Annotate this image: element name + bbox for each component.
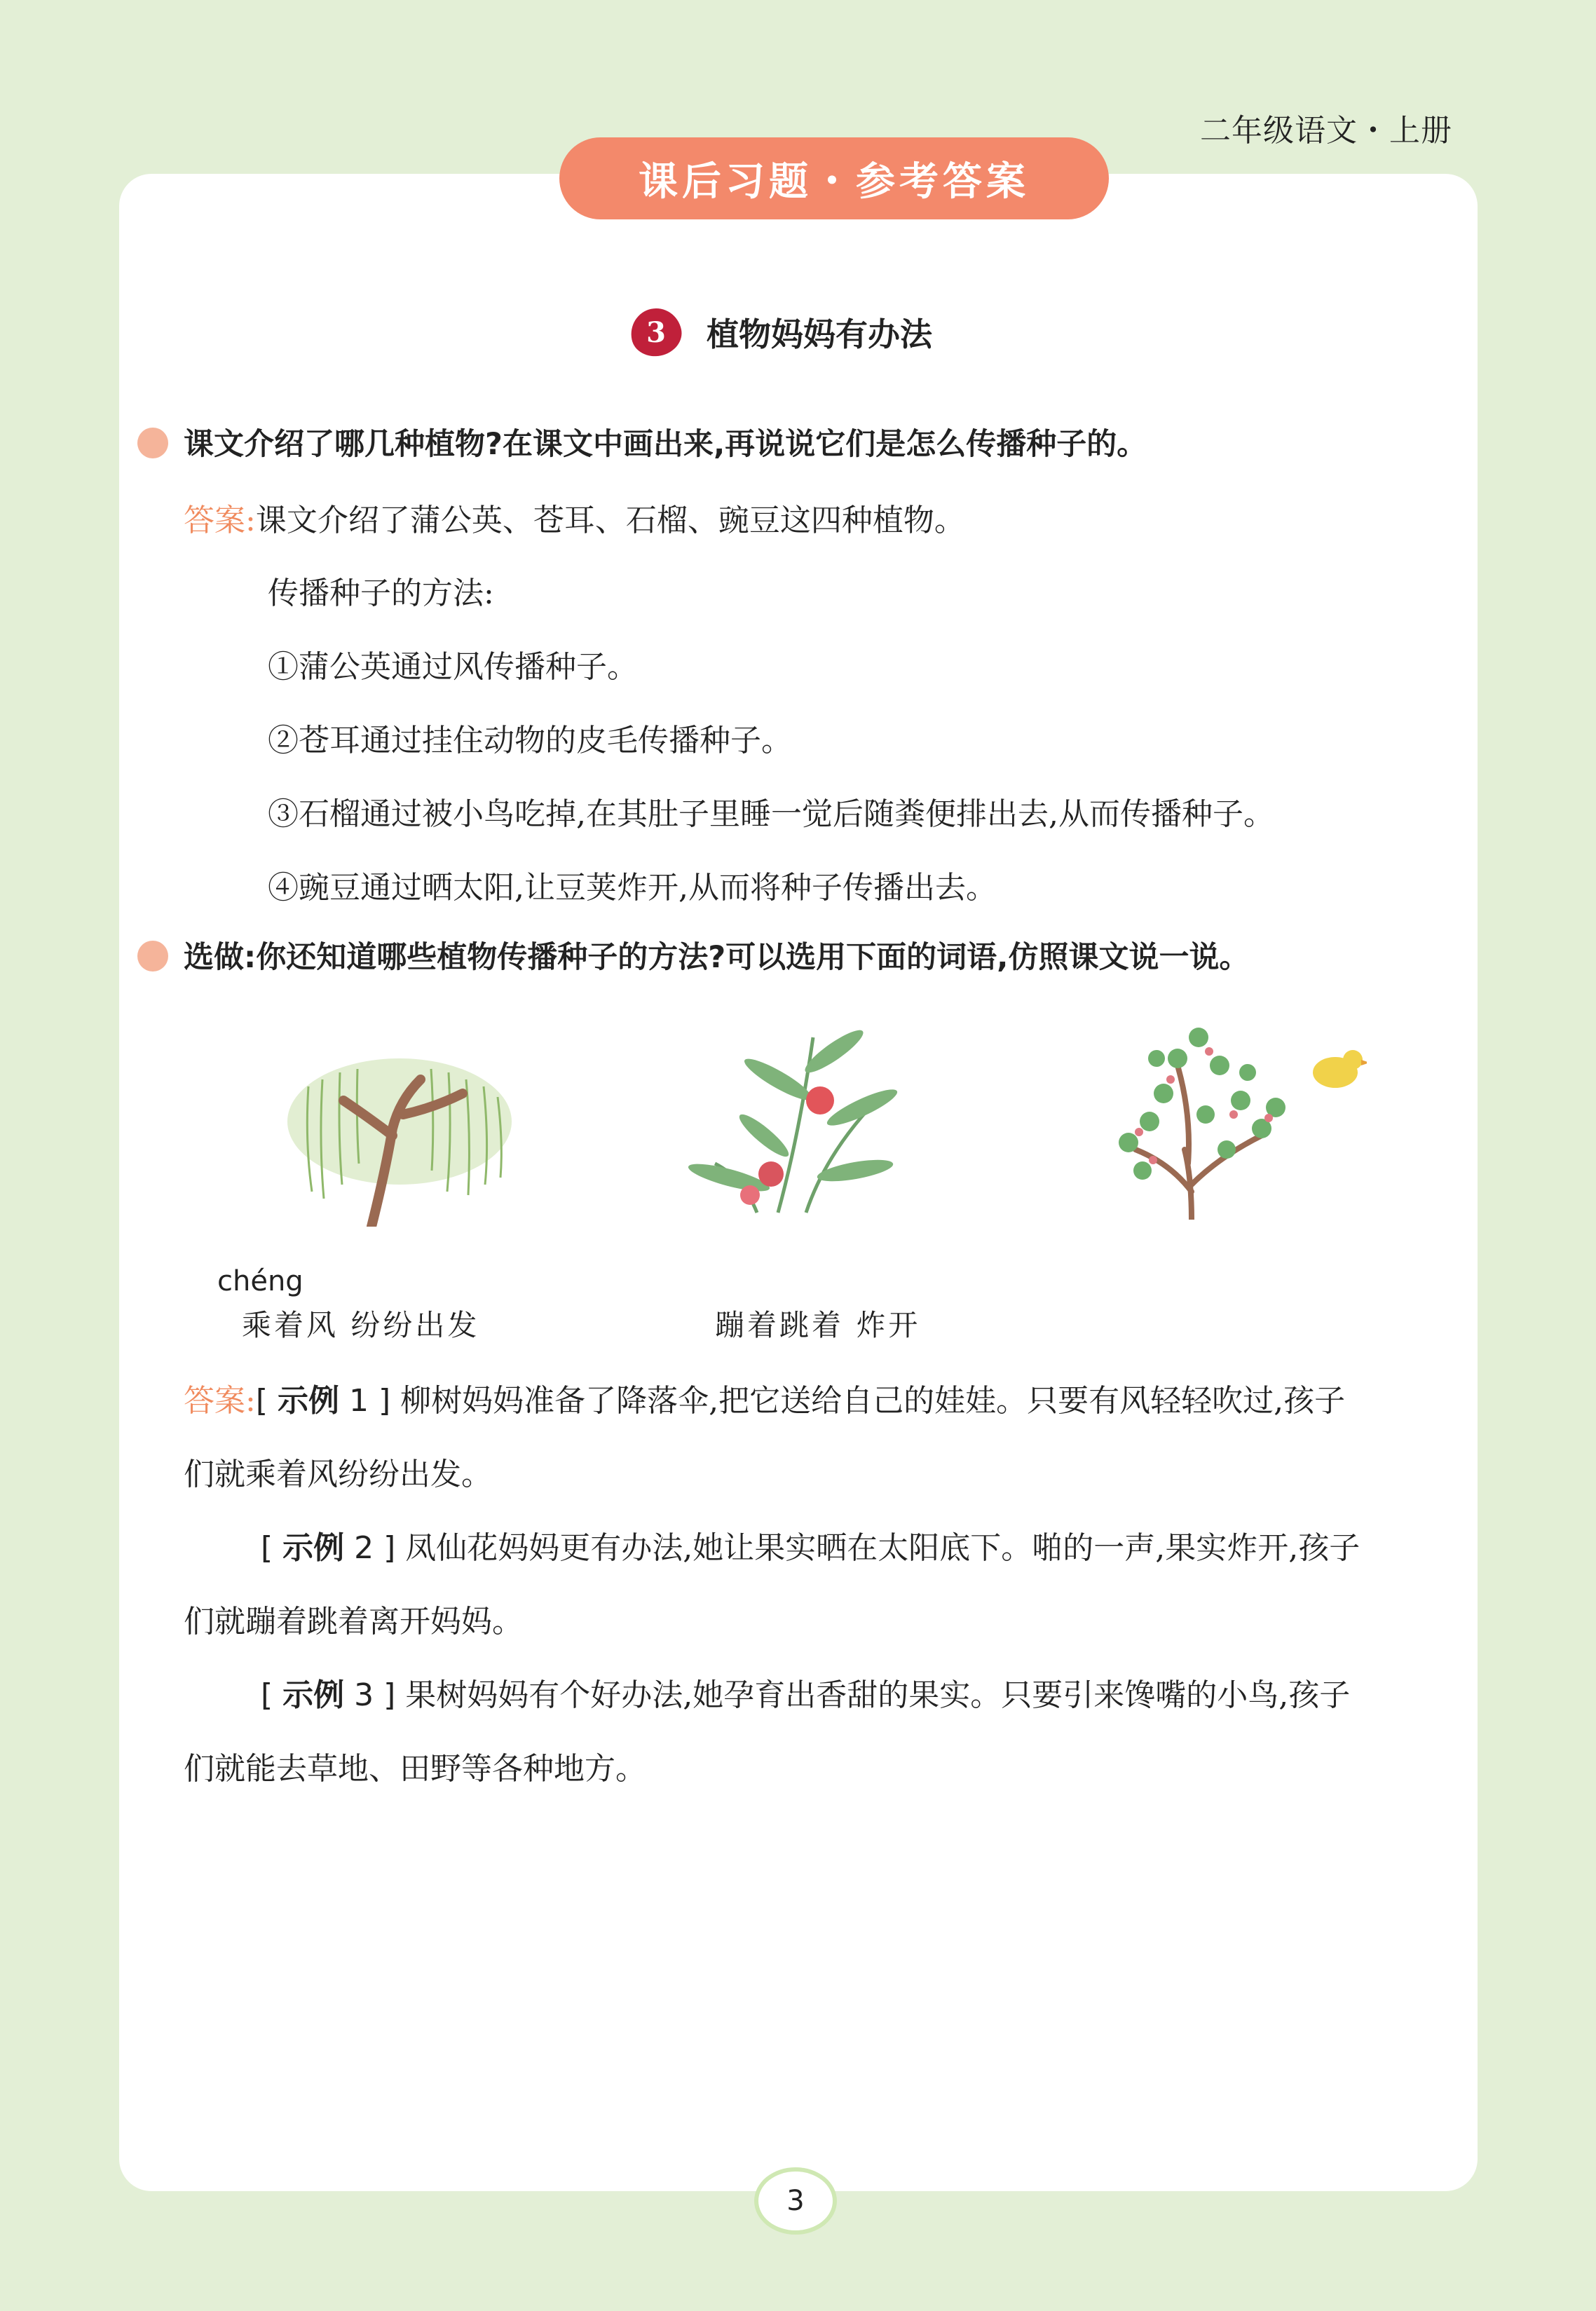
answer-1-intro <box>184 495 965 540</box>
example-2-line-1: [ 示例 2 ] 凤仙花妈妈更有办法,她让果实晒在太阳底下。啪的一声,果实炸开,孩子 <box>261 1530 1360 1566</box>
willow-tree-illustration <box>280 1044 519 1227</box>
word-choices-right: 蹦着跳着 炸开 <box>715 1308 921 1342</box>
question-1: 课文介绍了哪几种植物?在课文中画出来,再说说它们是怎么传播种子的。 <box>184 427 1147 462</box>
section-banner: 课后习题・参考答案 <box>559 137 1109 219</box>
example-text: 果树妈妈有个好办法,她孕育出香甜的果实。只要引来馋嘴的小鸟,孩子 <box>405 1677 1351 1713</box>
lesson-title-text: 植物妈妈有办法 <box>707 315 932 353</box>
question-bullet-icon <box>137 941 168 972</box>
example-1-line-2: 们就乘着风纷纷出发。 <box>184 1457 492 1492</box>
example-label: 示例 <box>277 1383 339 1419</box>
example-3-line-1: [ 示例 3 ] 果树妈妈有个好办法,她孕育出香甜的果实。只要引来馋嘴的小鸟,孩子 <box>261 1677 1351 1713</box>
method-item: ③石榴通过被小鸟吃掉,在其肚子里睡一觉后随粪便排出去,从而传播种子。 <box>268 796 1274 832</box>
example-1-line-1: 答案:[ 示例 1 ] 柳树妈妈准备了降落伞,把它送给自己的娃娃。只要有风轻轻吹过,孩子 <box>184 1383 1346 1419</box>
fruit-tree-with-bird-illustration <box>1086 1009 1367 1220</box>
methods-heading: 传播种子的方法: <box>268 575 494 611</box>
example-text: 柳树妈妈准备了降落伞,把它送给自己的娃娃。只要有风轻轻吹过,孩子 <box>400 1383 1346 1419</box>
lesson-number-badge <box>627 304 686 360</box>
example-label: 示例 <box>282 1677 345 1713</box>
pinyin-annotation: chéng <box>217 1265 303 1297</box>
lesson-title <box>631 308 932 356</box>
example-2-line-2: 们就蹦着跳着离开妈妈。 <box>184 1604 523 1639</box>
answer-label: 答案: <box>184 1383 256 1419</box>
example-number: 1 <box>348 1383 369 1419</box>
answer-label: 答案: <box>184 503 256 538</box>
question-bullet-icon <box>137 428 168 458</box>
method-item: ①蒲公英通过风传播种子。 <box>268 649 638 685</box>
example-text: 凤仙花妈妈更有办法,她让果实晒在太阳底下。啪的一声,果实炸开,孩子 <box>405 1530 1360 1566</box>
book-header: 二年级语文・上册 <box>1200 113 1452 149</box>
question-2: 选做:你还知道哪些植物传播种子的方法?可以选用下面的词语,仿照课文说一说。 <box>184 940 1250 975</box>
method-item: ②苍耳通过挂住动物的皮毛传播种子。 <box>268 723 792 758</box>
example-number: 2 <box>354 1530 374 1566</box>
lesson-number: 3 <box>646 315 666 349</box>
method-item: ④豌豆通过晒太阳,让豆荚炸开,从而将种子传播出去。 <box>268 870 997 906</box>
word-choices-left: 乘着风 纷纷出发 <box>242 1308 480 1342</box>
answer-1-text: 课文介绍了蒲公英、苍耳、石榴、豌豆这四种植物。 <box>255 503 965 538</box>
balsam-flower-illustration <box>673 1009 925 1220</box>
example-3-line-2: 们就能去草地、田野等各种地方。 <box>184 1751 646 1787</box>
example-number: 3 <box>354 1677 374 1713</box>
page-number: 3 <box>754 2167 837 2235</box>
example-label: 示例 <box>282 1530 345 1566</box>
